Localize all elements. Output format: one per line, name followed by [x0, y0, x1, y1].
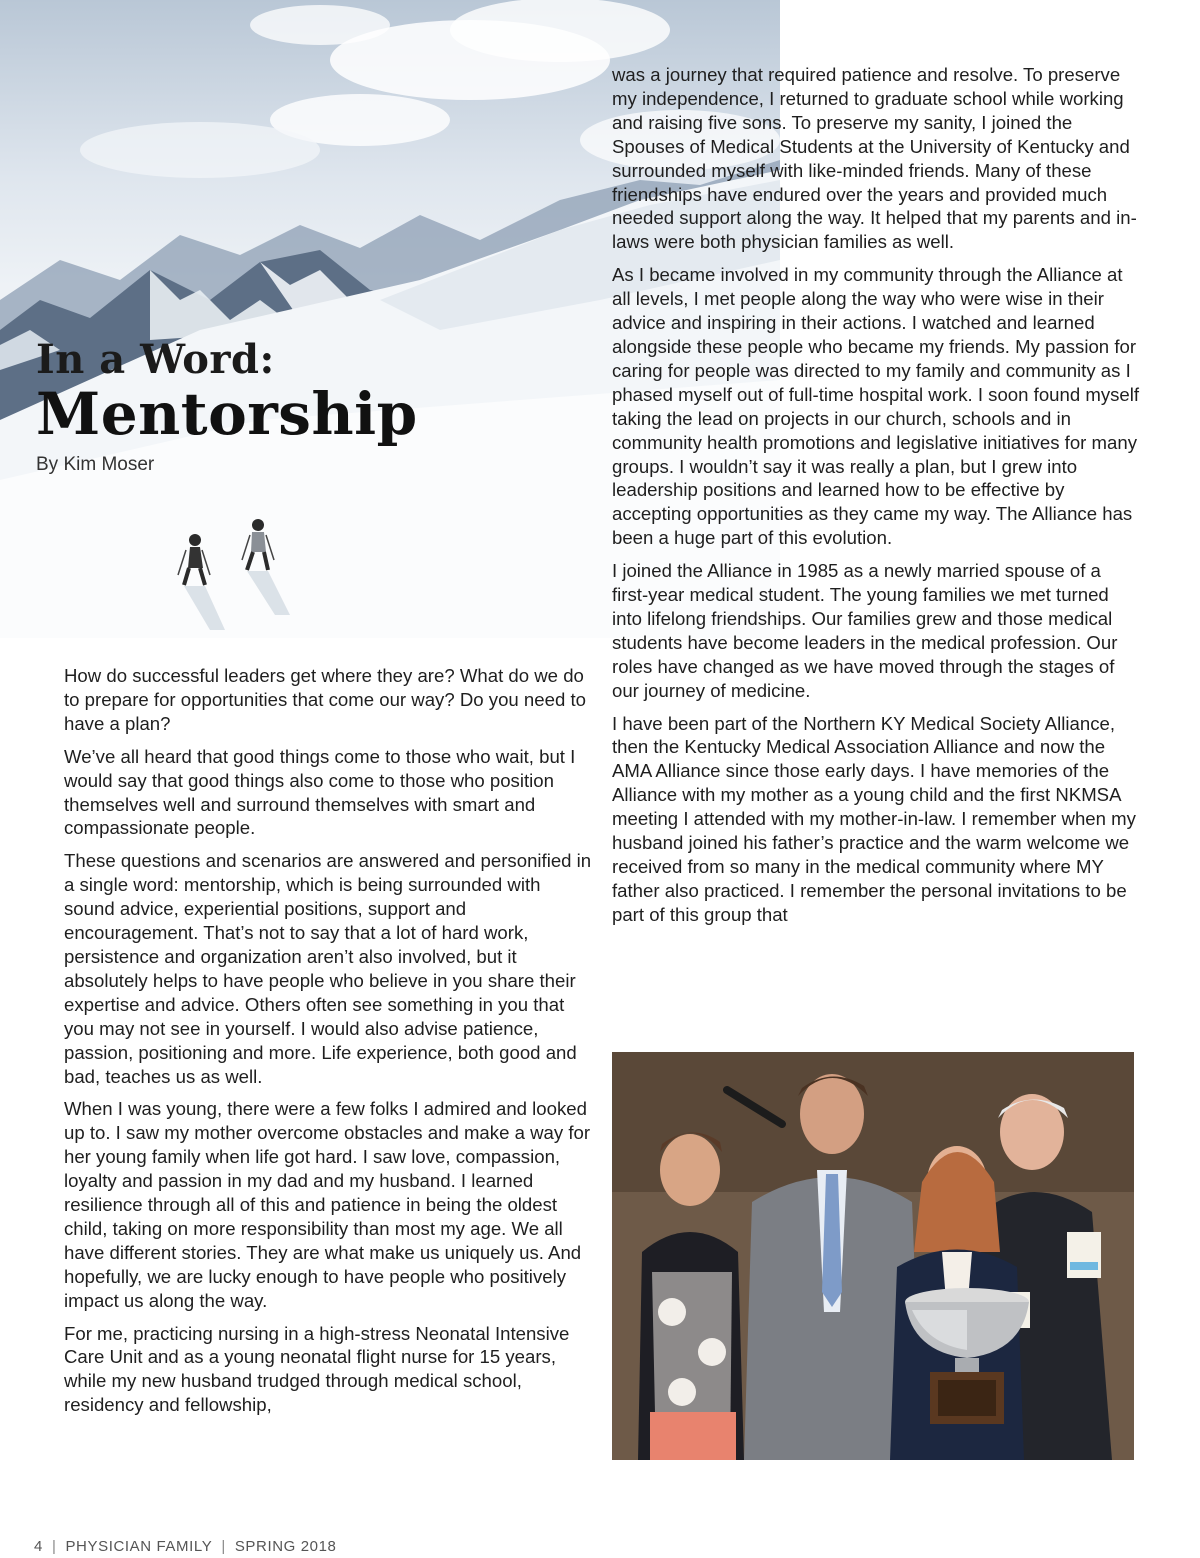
right-column	[612, 63, 1140, 936]
paragraph: was a journey that required patience and resolve. To preserve my independence, I returned to graduate school while working and raising five sons. To preserve my sanity, I joined the Spouses of Medical Students at the University of Kentucky and surrounded myself with like-minded friends. Many of these friendships have endured over the years and provided much needed support along the way. It helped that my parents and in-laws were both physician families as well.	[612, 64, 1137, 253]
paragraph: When I was young, there were a few folks I admired and looked up to. I saw my mother overcome obstacles and make a way for her young family when life got hard. I saw love, compassion, loyalty and passion in my dad and my husband. I learned resilience through all of this and patience in being the oldest child, taking on more responsibility than most my age. We all have different stories. They are what make us uniquely us. And hopefully, we are lucky enough to have people who positively impact us along the way.	[64, 1098, 591, 1311]
footer-separator: |	[221, 1538, 226, 1555]
page-footer	[34, 1538, 336, 1555]
paragraph: I have been part of the Northern KY Medical Society Alliance, then the Kentucky Medical Association Alliance and now the AMA Alliance since those early days. I have memories of the Alliance with my mother as a young child and the first NKMSA meeting I attended with my mother-in-law. I remember when my husband joined his father’s practice and the warm welcome we received from so many in the medical community where MY father also practiced. I remember the personal invitations to be part of this group that	[612, 712, 1136, 925]
publication-name: PHYSICIAN FAMILY	[65, 1538, 213, 1555]
paragraph: For me, practicing nursing in a high-stress Neonatal Intensive Care Unit and as a young neonatal flight nurse for 15 years, while my new husband trudged through medical school, residency and fellowship,	[64, 1322, 570, 1416]
footer-separator: |	[51, 1538, 57, 1555]
page-number: 4	[34, 1538, 43, 1555]
left-column	[64, 664, 592, 1426]
article-headline: Mentorship	[36, 380, 418, 448]
title-block	[36, 338, 418, 476]
group-illustration	[612, 1052, 1134, 1460]
article-kicker: In a Word:	[36, 336, 275, 383]
paragraph: We’ve all heard that good things come to those who wait, but I would say that good things also come to those who position themselves well and surround themselves with smart and compassionate people.	[64, 745, 576, 839]
issue-label: SPRING 2018	[234, 1538, 337, 1555]
paragraph: As I became involved in my community through the Alliance at all levels, I met people along the way who were wise in their advice and inspiring in their actions. I watched and learned alongside these people who became my friends. My passion for caring for people was directed to my family and community as I phased myself out of full-time hospital work. I soon found myself taking the lead on projects in our church, schools and in community health promotions and legislative initiatives for many groups. I wouldn’t say it was really a plan, but I grew into leadership positions and learned how to be effective by accepting opportunities as they came my way. The Alliance has been a huge part of this evolution.	[612, 264, 1140, 549]
paragraph: These questions and scenarios are answered and personified in a single word: mentorship, which is being surrounded with sound advice, experiential positions, support and encouragement. That’s not to say that a lot of hard work, persistence and organization aren’t also involved, but it absolutely helps to have people who believe in you share their expertise and advice. Others often see something in you that you may not see in yourself. I would also advise patience, passion, positioning and more. Life experience, both good and bad, teaches us as well.	[64, 850, 592, 1087]
group-photo	[612, 1052, 1134, 1460]
paragraph: I joined the Alliance in 1985 as a newly married spouse of a first-year medical student. The young families we met turned into lifelong friendships. Our families grew and those medical students have become leaders in the medical profession. Our roles have changed as we have moved through the stages of our journey of medicine.	[612, 560, 1118, 701]
paragraph: How do successful leaders get where they are? What do we do to prepare for opportunities that come our way? Do you need to have a plan?	[64, 665, 586, 734]
article-byline: By Kim Moser	[36, 454, 155, 475]
